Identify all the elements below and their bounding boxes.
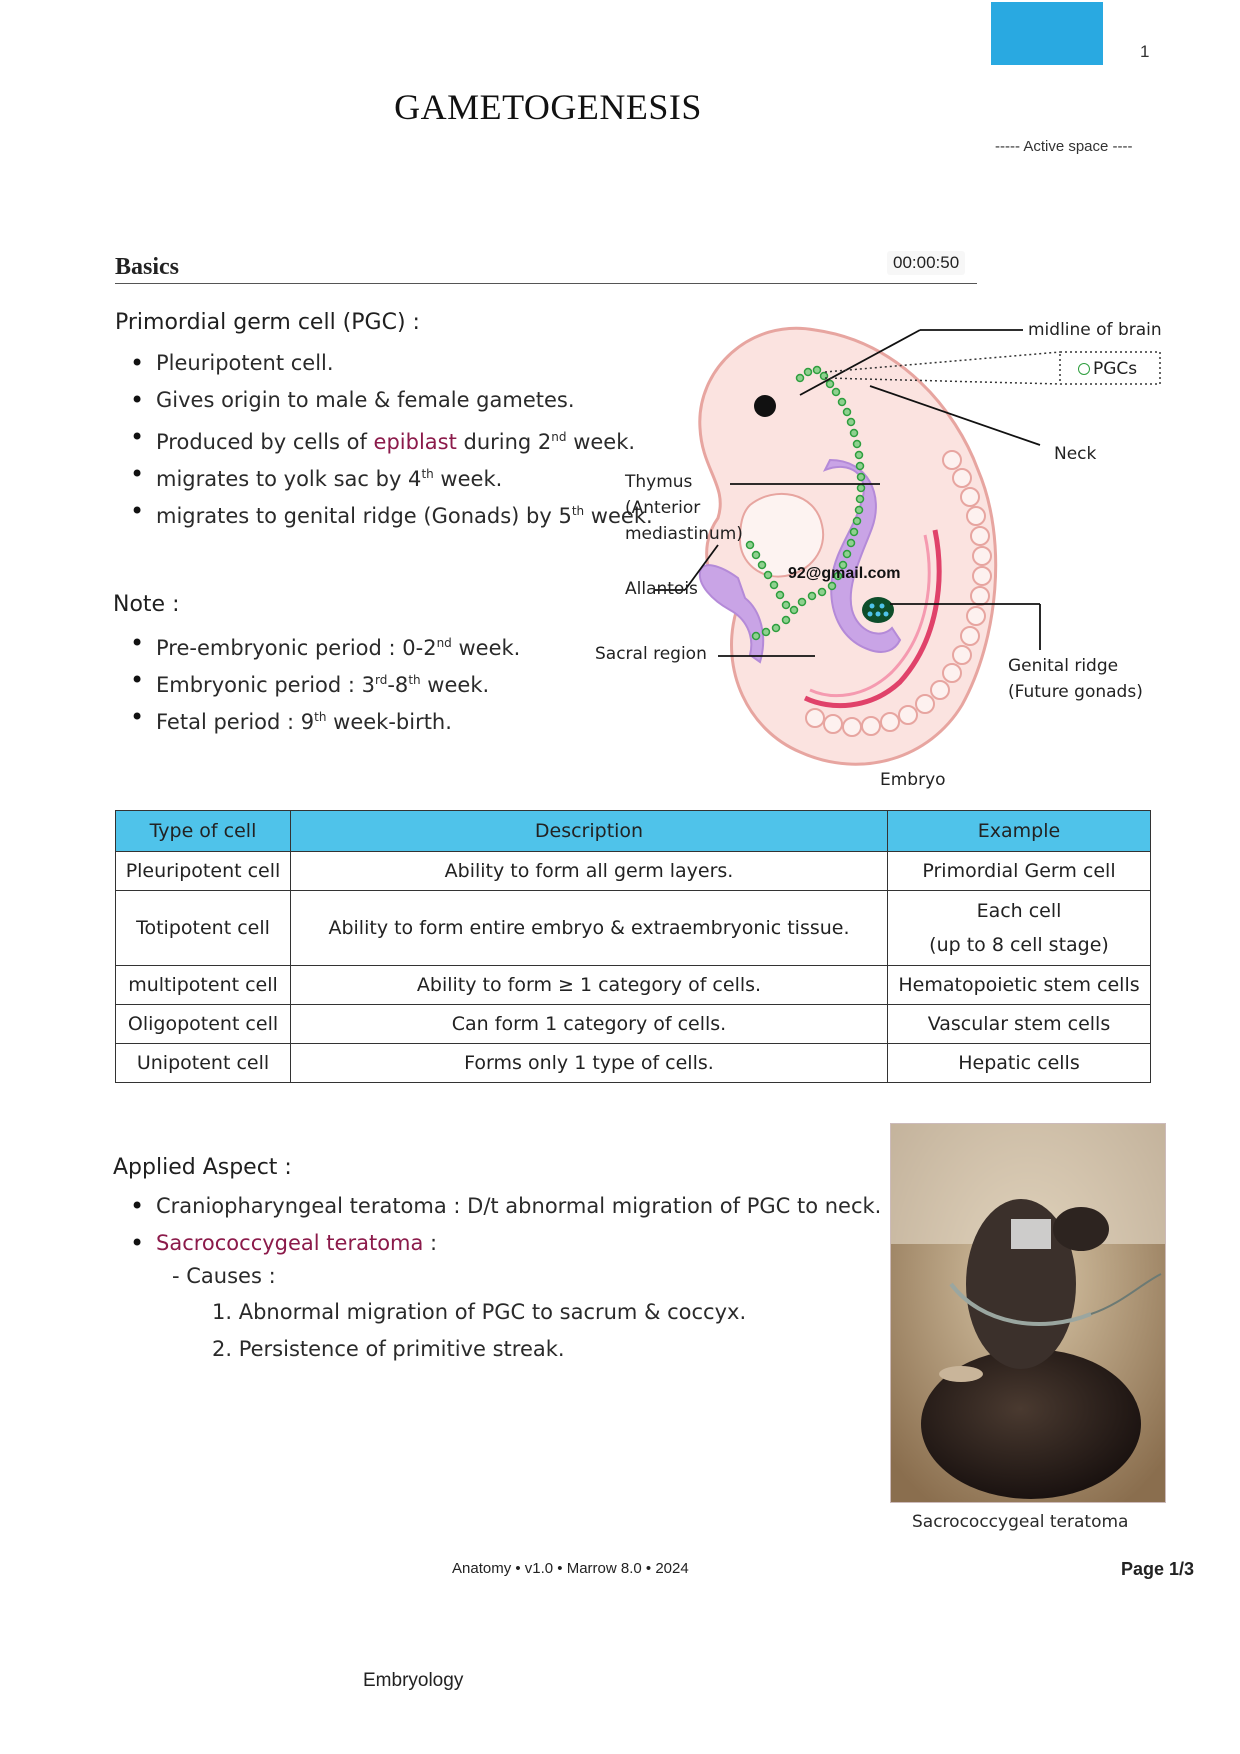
section-title: Basics [115, 254, 180, 280]
page-indicator: Page 1/3 [1121, 1559, 1195, 1579]
list-item: • Produced by cells of epiblast during 2nd week. [130, 419, 653, 456]
applied-bullet-list [130, 1188, 881, 1262]
cell-description: Can form 1 category of cells. [291, 1005, 888, 1044]
cell-description: Forms only 1 type of cells. [291, 1044, 888, 1083]
table-row [116, 891, 1151, 966]
gonad-cluster [862, 597, 894, 623]
column-header-type: Type of cell [116, 811, 291, 852]
list-item: • Fetal period : 9th week-birth. [130, 699, 520, 736]
list-item: • Embryonic period : 3rd-8th week. [130, 662, 520, 699]
label-thymus-anterior: (Anterior [625, 498, 701, 518]
cell-example: Each cell (up to 8 cell stage) [888, 891, 1151, 966]
label-neck: Neck [1054, 444, 1097, 464]
table-row [116, 852, 1151, 891]
list-item: • migrates to genital ridge (Gonads) by 5th week. [130, 493, 653, 530]
footer-info: Anatomy • v1.0 • Marrow 8.0 • 2024 [452, 1560, 689, 1577]
list-item: • Craniopharyngeal teratoma : D/t abnormal migration of PGC to neck. [130, 1188, 881, 1225]
table-row [116, 1005, 1151, 1044]
table-row [116, 1044, 1151, 1083]
pgc-heading: Primordial germ cell (PGC) : [115, 310, 420, 335]
label-thymus: Thymus [625, 472, 693, 492]
cause-1: 1. Abnormal migration of PGC to sacrum & coccyx. [212, 1300, 747, 1324]
cell-type: Pleuripotent cell [116, 852, 291, 891]
causes-heading: - Causes : [172, 1264, 276, 1288]
cell-potency-table [115, 810, 1151, 1083]
table-row [116, 966, 1151, 1005]
cell-description: Ability to form ≥ 1 category of cells. [291, 966, 888, 1005]
active-space-label: ----- Active space ---- [995, 138, 1133, 155]
teratoma-photo [890, 1123, 1166, 1503]
list-item: • Sacrococcygeal teratoma : [130, 1225, 881, 1262]
list-item: • Gives origin to male & female gametes. [130, 382, 653, 419]
teratoma-photo-illustration [891, 1124, 1165, 1502]
highlight-epiblast: epiblast [373, 430, 457, 454]
cause-2: 2. Persistence of primitive streak. [212, 1337, 565, 1361]
label-pgcs: PGCs [1078, 359, 1137, 379]
cell-description: Ability to form entire embryo & extraembryonic tissue. [291, 891, 888, 966]
cell-example: Hepatic cells [888, 1044, 1151, 1083]
applied-aspect-heading: Applied Aspect : [113, 1155, 292, 1180]
page-tab-marker [991, 2, 1103, 65]
cell-type: multipotent cell [116, 966, 291, 1005]
embryo-illustration [600, 310, 1190, 810]
cell-example: Hematopoietic stem cells [888, 966, 1151, 1005]
cell-example: Vascular stem cells [888, 1005, 1151, 1044]
label-allantois: Allantois [625, 579, 698, 599]
watermark-email: 92@gmail.com [788, 565, 901, 582]
diagram-caption: Embryo [880, 770, 946, 790]
cell-type: Unipotent cell [116, 1044, 291, 1083]
label-genital-ridge: Genital ridge [1008, 656, 1119, 676]
eye [754, 395, 776, 417]
pgc-bullet-list [130, 345, 653, 530]
cell-example: Primordial Germ cell [888, 852, 1151, 891]
pgc-dot-icon [1078, 363, 1090, 375]
page-number: 1 [1140, 42, 1150, 61]
subject-label: Embryology [363, 1670, 464, 1691]
label-thymus-mediastinum: mediastinum) [625, 524, 743, 544]
table-header-row [116, 811, 1151, 852]
highlight-sacrococcygeal: Sacrococcygeal teratoma [156, 1231, 424, 1255]
photo-caption: Sacrococcygeal teratoma [912, 1512, 1129, 1532]
column-header-example: Example [888, 811, 1151, 852]
label-future-gonads: (Future gonads) [1008, 682, 1143, 702]
video-timestamp[interactable]: 00:00:50 [887, 251, 965, 275]
section-divider [115, 283, 977, 284]
cell-type: Oligopotent cell [116, 1005, 291, 1044]
list-item: • Pre-embryonic period : 0-2nd week. [130, 625, 520, 662]
column-header-description: Description [291, 811, 888, 852]
embryo-diagram [595, 310, 1190, 810]
list-item: • Pleuripotent cell. [130, 345, 653, 382]
note-heading: Note : [113, 592, 180, 617]
cell-type: Totipotent cell [116, 891, 291, 966]
label-sacral-region: Sacral region [595, 644, 707, 664]
cell-description: Ability to form all germ layers. [291, 852, 888, 891]
list-item: • migrates to yolk sac by 4th week. [130, 456, 653, 493]
note-bullet-list [130, 625, 520, 736]
label-midline-of-brain: midline of brain [1028, 320, 1162, 340]
page-title: GAMETOGENESIS [394, 87, 702, 127]
